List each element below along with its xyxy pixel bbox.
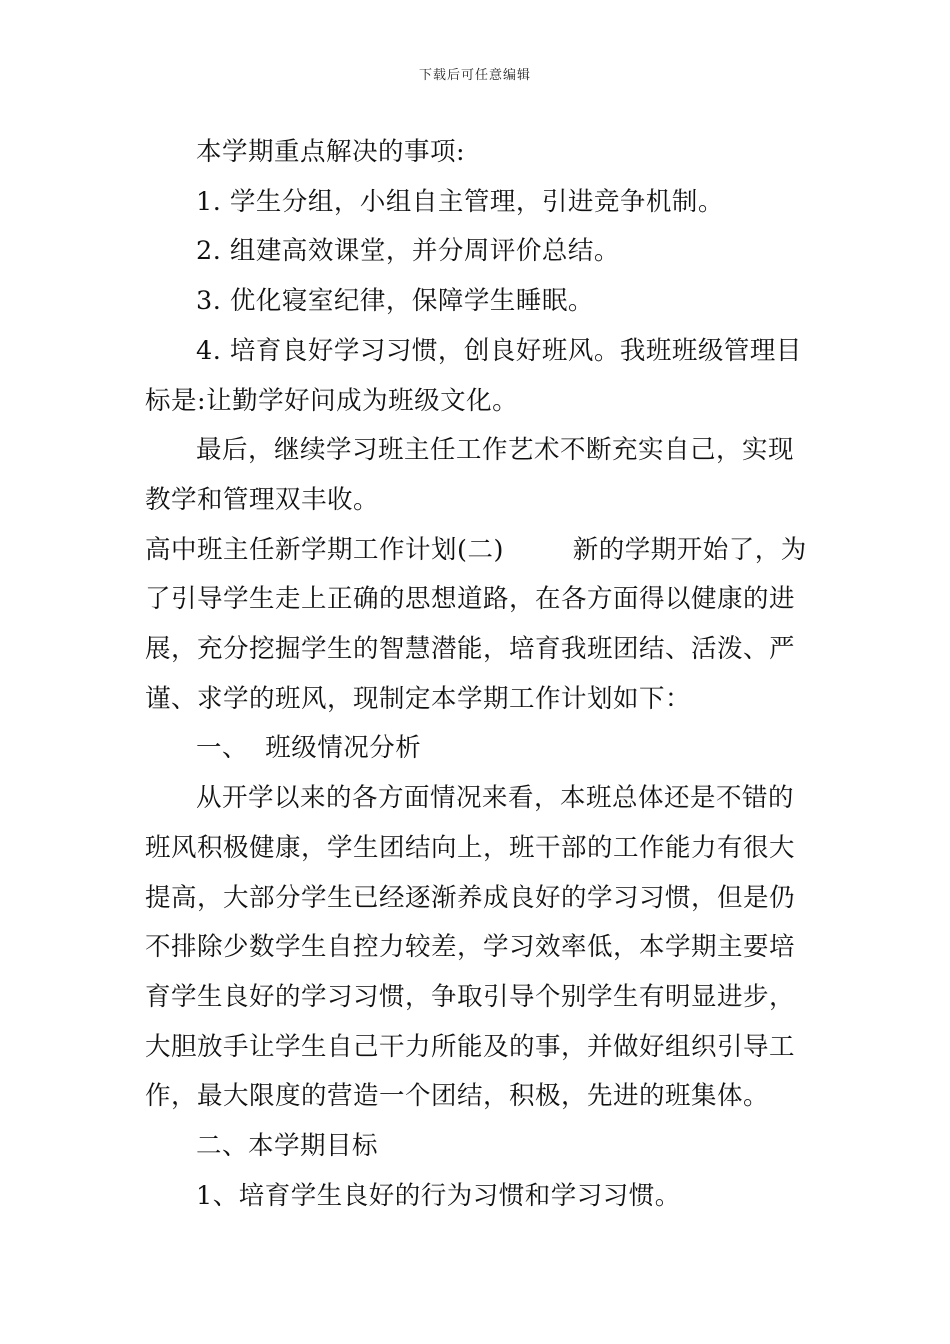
section-heading: 二、本学期目标 [196, 1131, 379, 1162]
paragraph-line: 提高，大部分学生已经逐渐养成良好的学习习惯，但是仍 [145, 882, 796, 913]
paragraph-line: 最后，继续学习班主任工作艺术不断充实自己，实现 [196, 435, 795, 466]
list-item: 2. 组建高效课堂，并分周评价总结。 [196, 236, 620, 267]
paragraph-line: 了引导学生走上正确的思想道路，在各方面得以健康的进 [145, 584, 796, 615]
paragraph-line: 班风积极健康，学生团结向上，班干部的工作能力有很大 [145, 832, 796, 863]
paragraph-line: 1、培育学生良好的行为习惯和学习习惯。 [196, 1180, 681, 1211]
paragraph-line: 本学期重点解决的事项: [196, 137, 466, 167]
list-item: 4. 培育良好学习习惯，创良好班风。我班班级管理目 [196, 335, 802, 366]
paragraph-line: 作，最大限度的营造一个团结，积极，先进的班集体。 [145, 1081, 770, 1112]
paragraph-line: 谨、求学的班风，现制定本学期工作计划如下： [145, 683, 692, 714]
paragraph-line: 育学生良好的学习习惯，争取引导个别学生有明显进步， [145, 981, 796, 1012]
document-body [145, 128, 810, 1221]
paragraph-line: 教学和管理双丰收。 [145, 484, 380, 515]
page-header: 下载后可任意编辑 [418, 68, 531, 83]
paragraph-line: 从开学以来的各方面情况来看，本班总体还是不错的 [196, 783, 795, 814]
section-title-line: 高中班主任新学期工作计划(二) 新的学期开始了，为 [145, 534, 807, 565]
paragraph-line: 标是:让勤学好问成为班级文化。 [145, 385, 519, 416]
paragraph-line: 展，充分挖掘学生的智慧潜能，培育我班团结、活泼、严 [145, 634, 796, 665]
paragraph-line: 大胆放手让学生自己干力所能及的事，并做好组织引导工 [145, 1031, 796, 1062]
list-item: 1. 学生分组，小组自主管理，引进竞争机制。 [196, 186, 724, 217]
list-item: 3. 优化寝室纪律，保障学生睡眠。 [196, 286, 594, 317]
paragraph-line: 不排除少数学生自控力较差，学习效率低，本学期主要培 [145, 932, 796, 963]
section-heading: 一、 班级情况分析 [196, 733, 422, 764]
